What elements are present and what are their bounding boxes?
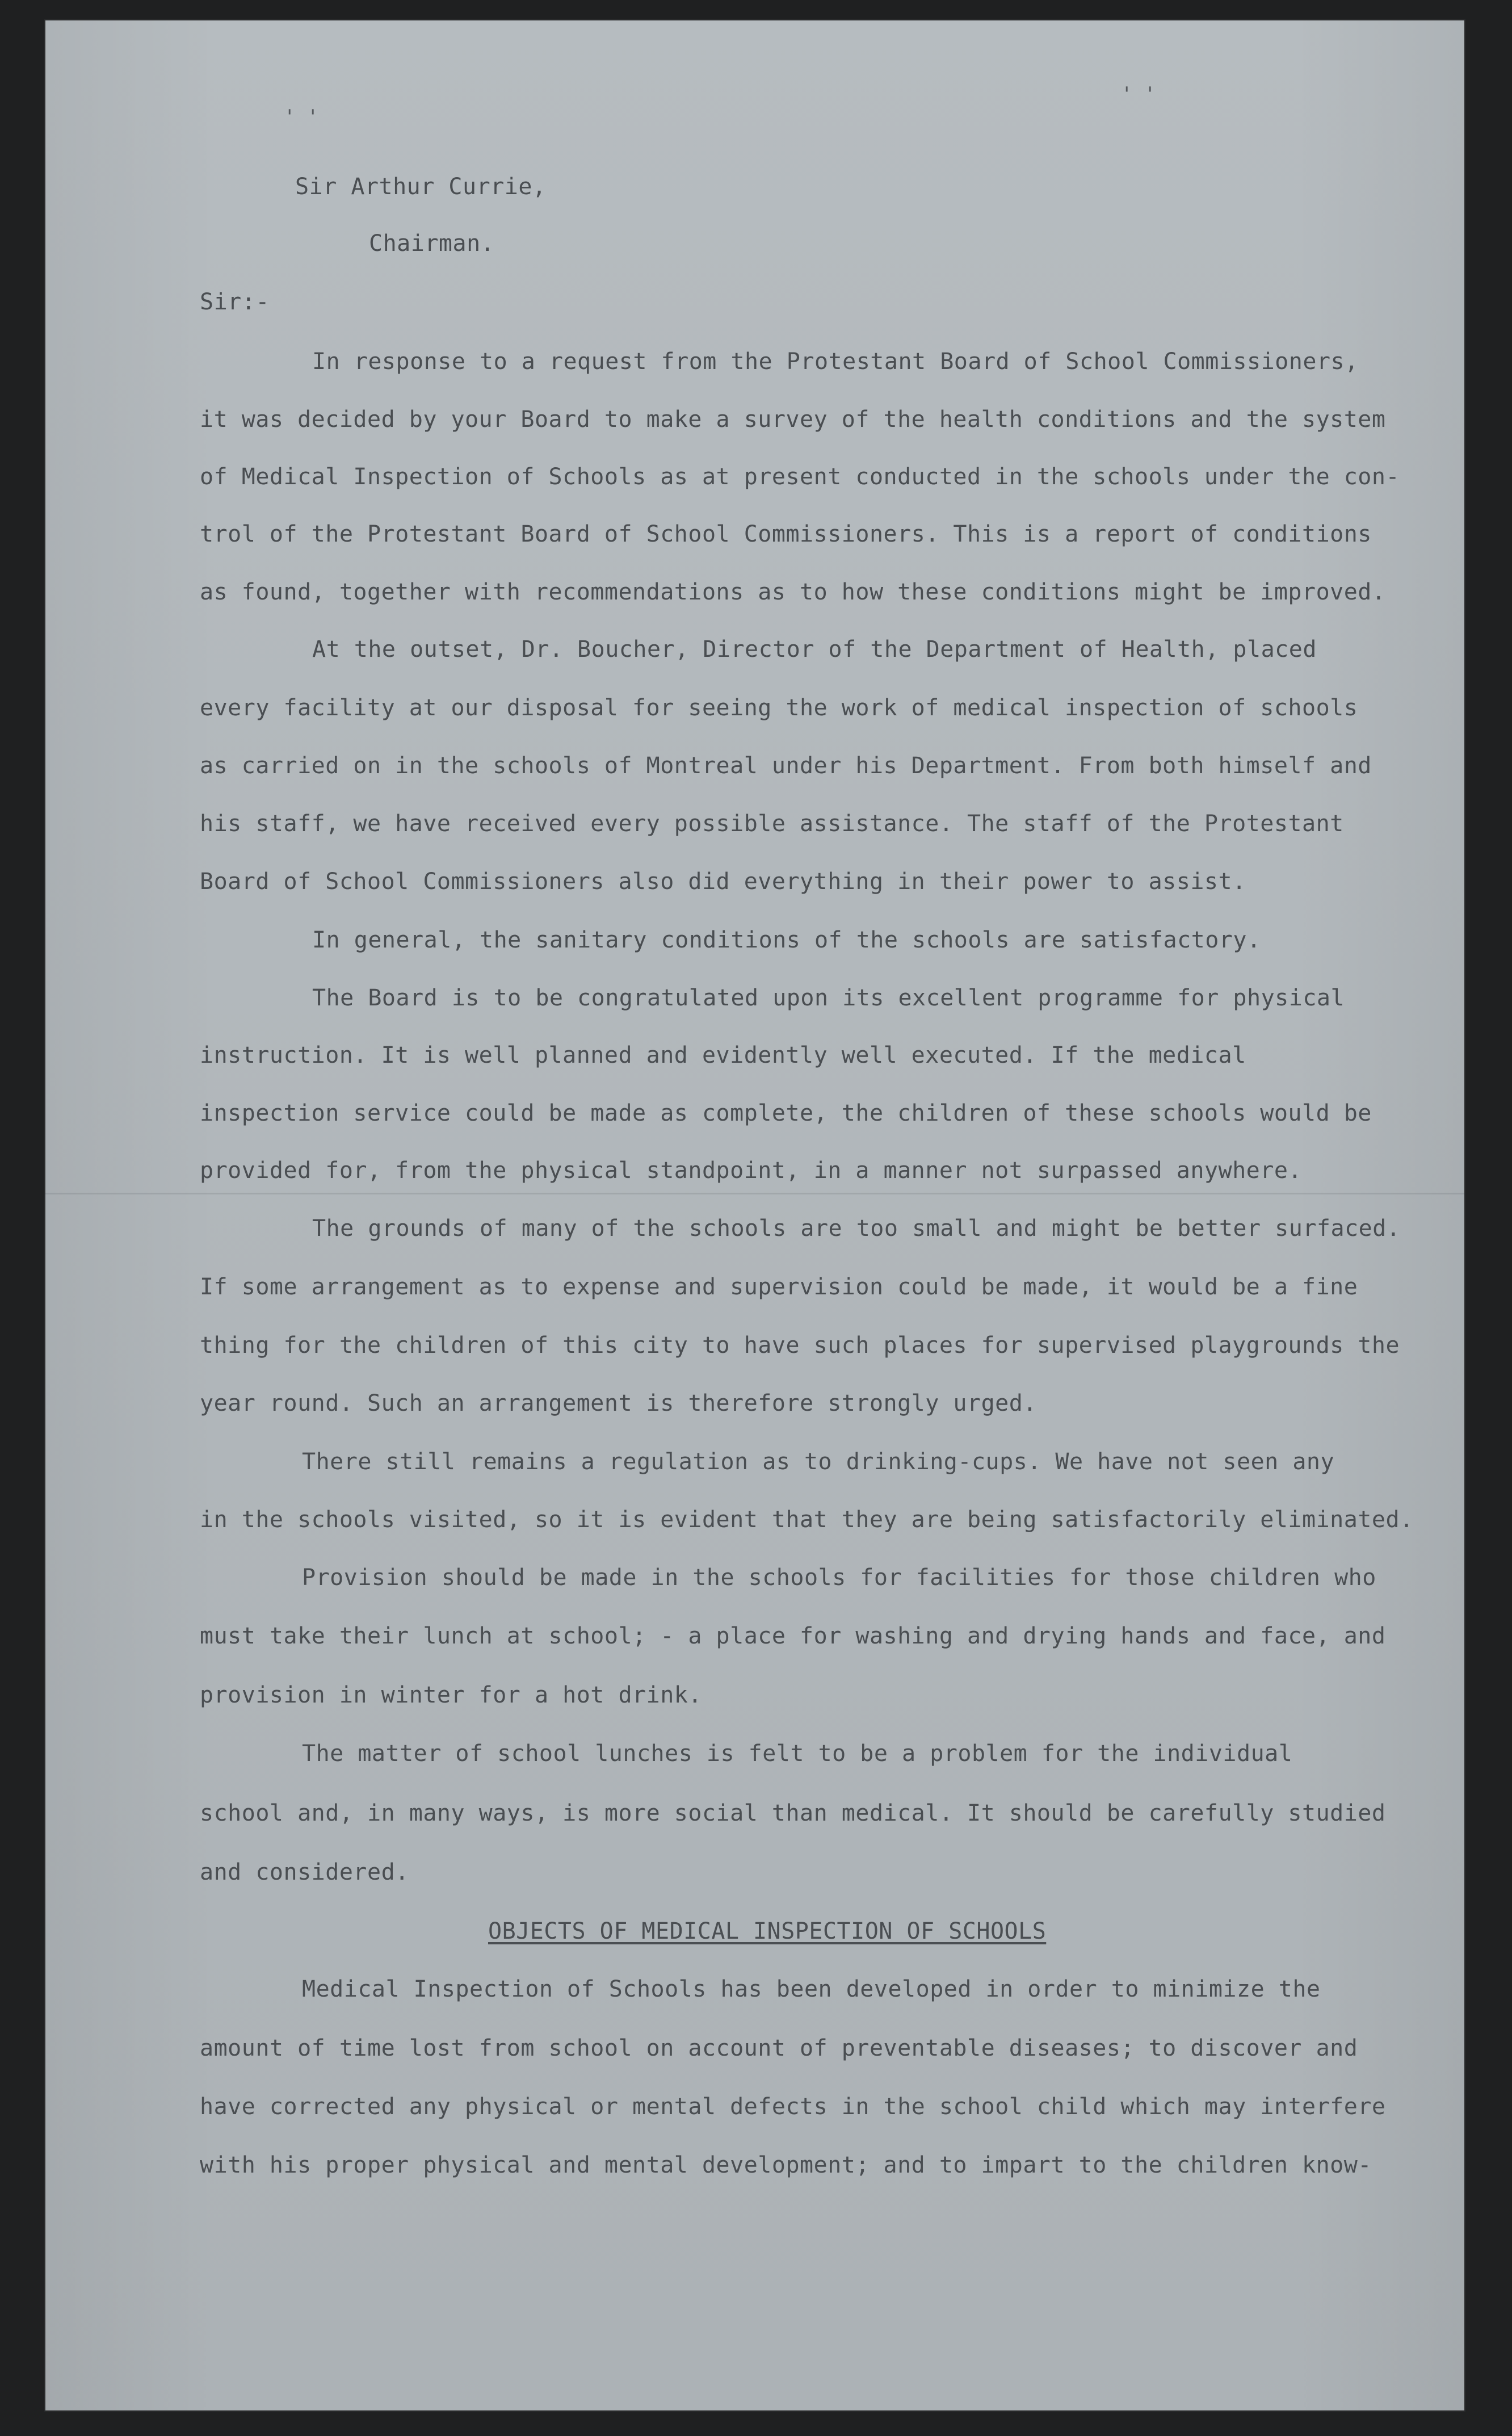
- body-line: have corrected any physical or mental defects in the school child which may interfere: [200, 2094, 1386, 2120]
- section-heading: OBJECTS OF MEDICAL INSPECTION OF SCHOOLS: [488, 1918, 1047, 1944]
- body-line: of Medical Inspection of Schools as at present conducted in the schools under the con-: [200, 464, 1400, 490]
- body-line: Provision should be made in the schools for facilities for those children who: [302, 1565, 1376, 1591]
- body-line: every facility at our disposal for seeing the work of medical inspection of schools: [200, 695, 1358, 721]
- body-line: school and, in many ways, is more social than medical. It should be carefully studied: [200, 1800, 1386, 1826]
- body-line: as found, together with recommendations as to how these conditions might be improved.: [200, 579, 1386, 605]
- body-line: in the schools visited, so it is evident that they are being satisfactorily eliminated.: [200, 1507, 1414, 1533]
- paper-fold-line: [45, 1193, 1464, 1194]
- body-line: Medical Inspection of Schools has been developed in order to minimize the: [302, 1976, 1321, 2002]
- body-line: Board of School Commissioners also did everything in their power to assist.: [200, 869, 1246, 895]
- body-line: In general, the sanitary conditions of the schools are satisfactory.: [312, 927, 1261, 953]
- body-line: The grounds of many of the schools are too small and might be better surfaced.: [312, 1215, 1401, 1242]
- addressee-line: Sir Arthur Currie,: [295, 174, 547, 200]
- body-line: instruction. It is well planned and evidently well executed. If the medical: [200, 1042, 1246, 1068]
- stray-mark: ' ': [1121, 83, 1156, 106]
- stray-mark: ' ': [284, 106, 319, 128]
- body-line: year round. Such an arrangement is therefore strongly urged.: [200, 1390, 1037, 1416]
- body-line: as carried on in the schools of Montreal under his Department. From both himself and: [200, 753, 1372, 779]
- body-line: In response to a request from the Protestant Board of School Commissioners,: [312, 349, 1359, 375]
- body-line: with his proper physical and mental development; and to impart to the children know-: [200, 2152, 1372, 2178]
- body-line: The matter of school lunches is felt to be a problem for the individual: [302, 1741, 1293, 1767]
- body-line: inspection service could be made as complete, the children of these schools would be: [200, 1100, 1372, 1126]
- body-line: The Board is to be congratulated upon its excellent programme for physical: [312, 985, 1345, 1011]
- body-line: provision in winter for a hot drink.: [200, 1682, 702, 1708]
- body-line: must take their lunch at school; - a place for washing and drying hands and face, and: [200, 1623, 1386, 1649]
- body-line: and considered.: [200, 1859, 409, 1885]
- body-line: If some arrangement as to expense and supervision could be made, it would be a fine: [200, 1274, 1358, 1300]
- document-page: [45, 20, 1464, 2410]
- body-line: amount of time lost from school on account of preventable diseases; to discover and: [200, 2035, 1358, 2061]
- body-line: it was decided by your Board to make a survey of the health conditions and the system: [200, 406, 1386, 433]
- greeting: Sir:-: [200, 289, 270, 315]
- addressee-title: Chairman.: [369, 230, 495, 257]
- body-line: At the outset, Dr. Boucher, Director of the Department of Health, placed: [312, 636, 1317, 663]
- body-line: his staff, we have received every possible assistance. The staff of the Protestant: [200, 811, 1344, 837]
- body-line: trol of the Protestant Board of School Commissioners. This is a report of conditions: [200, 521, 1372, 547]
- body-line: There still remains a regulation as to drinking-cups. We have not seen any: [302, 1449, 1335, 1475]
- body-line: provided for, from the physical standpoint, in a manner not surpassed anywhere.: [200, 1158, 1302, 1184]
- body-line: thing for the children of this city to have such places for supervised playgrounds the: [200, 1332, 1400, 1359]
